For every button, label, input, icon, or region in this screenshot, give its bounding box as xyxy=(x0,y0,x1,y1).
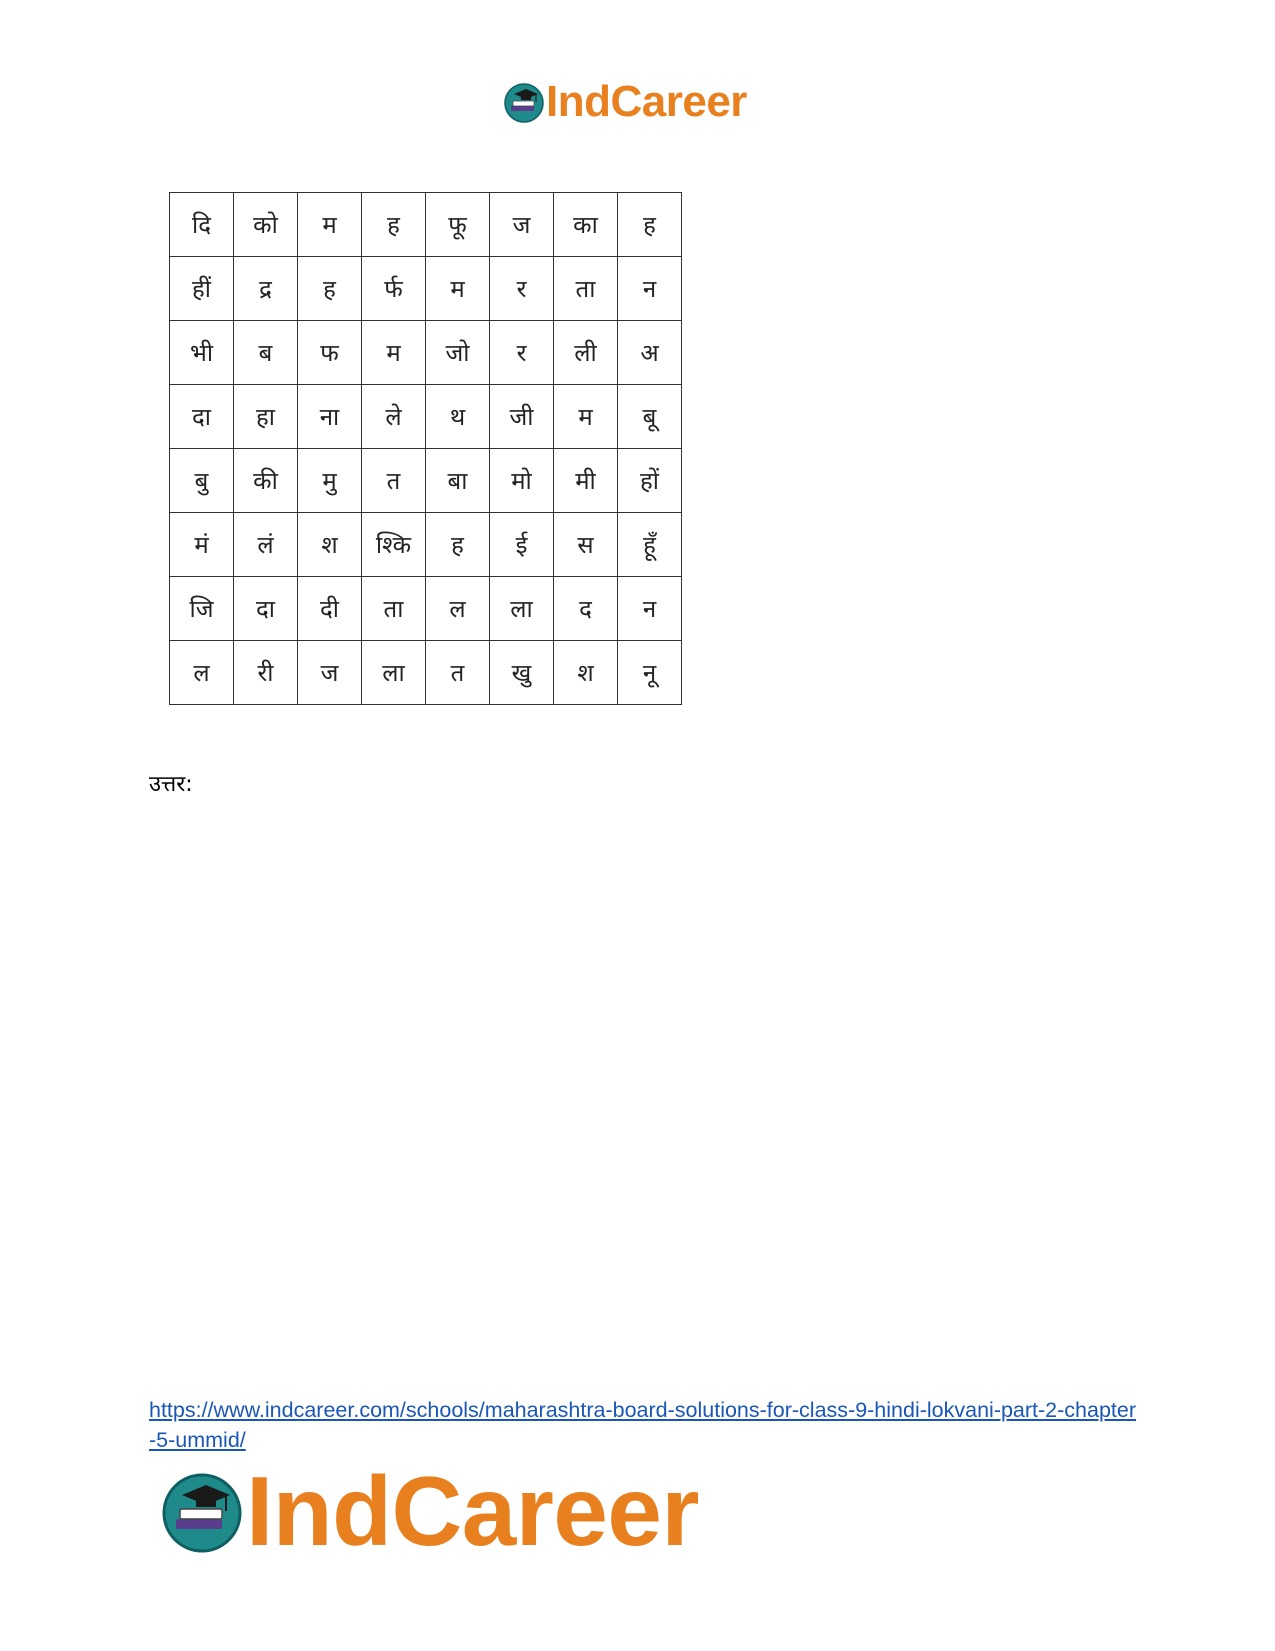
puzzle-cell: द्र xyxy=(234,257,298,321)
puzzle-cell: जि xyxy=(170,577,234,641)
puzzle-row xyxy=(170,641,682,705)
puzzle-cell: दा xyxy=(170,385,234,449)
puzzle-row xyxy=(170,385,682,449)
puzzle-cell: हूँ xyxy=(618,513,682,577)
puzzle-cell: श्कि xyxy=(362,513,426,577)
puzzle-cell: नू xyxy=(618,641,682,705)
puzzle-cell: ला xyxy=(362,641,426,705)
puzzle-cell: मु xyxy=(298,449,362,513)
puzzle-row xyxy=(170,193,682,257)
puzzle-cell: म xyxy=(554,385,618,449)
puzzle-cell: म xyxy=(298,193,362,257)
puzzle-cell: मी xyxy=(554,449,618,513)
graduation-globe-icon xyxy=(160,1469,244,1553)
puzzle-cell: जी xyxy=(490,385,554,449)
puzzle-cell: लं xyxy=(234,513,298,577)
puzzle-cell: ली xyxy=(554,321,618,385)
puzzle-cell: भी xyxy=(170,321,234,385)
puzzle-cell: की xyxy=(234,449,298,513)
puzzle-cell: ब xyxy=(234,321,298,385)
puzzle-cell: ना xyxy=(298,385,362,449)
puzzle-cell: ले xyxy=(362,385,426,449)
puzzle-cell: ता xyxy=(554,257,618,321)
puzzle-cell: श xyxy=(554,641,618,705)
source-link[interactable]: https://www.indcareer.com/schools/maharashtra-board-solutions-for-class-9-hindi-lokvani-part-2-chapter-5-ummid/ xyxy=(149,1398,1137,1452)
puzzle-row xyxy=(170,513,682,577)
puzzle-cell: स xyxy=(554,513,618,577)
puzzle-table xyxy=(169,192,682,705)
puzzle-cell: ल xyxy=(170,641,234,705)
footer-logo xyxy=(160,1456,700,1566)
puzzle-cell: ज xyxy=(298,641,362,705)
puzzle-cell: का xyxy=(554,193,618,257)
puzzle-cell: हों xyxy=(618,449,682,513)
puzzle-cell: हीं xyxy=(170,257,234,321)
puzzle-cell: श xyxy=(298,513,362,577)
puzzle-row xyxy=(170,449,682,513)
puzzle-cell: दि xyxy=(170,193,234,257)
puzzle-cell: ह xyxy=(298,257,362,321)
puzzle-cell: फ xyxy=(298,321,362,385)
puzzle-cell: फू xyxy=(426,193,490,257)
puzzle-cell: द xyxy=(554,577,618,641)
puzzle-cell: हा xyxy=(234,385,298,449)
puzzle-cell: र्फ xyxy=(362,257,426,321)
puzzle-cell: ह xyxy=(618,193,682,257)
puzzle-row xyxy=(170,577,682,641)
puzzle-cell: दा xyxy=(234,577,298,641)
puzzle-cell: त xyxy=(426,641,490,705)
puzzle-cell: मो xyxy=(490,449,554,513)
puzzle-cell: म xyxy=(362,321,426,385)
puzzle-cell: री xyxy=(234,641,298,705)
logo-wordmark: IndCareer xyxy=(546,77,747,126)
puzzle-cell: न xyxy=(618,257,682,321)
puzzle-cell: ह xyxy=(362,193,426,257)
puzzle-cell: ज xyxy=(490,193,554,257)
puzzle-cell: ता xyxy=(362,577,426,641)
puzzle-cell: दी xyxy=(298,577,362,641)
puzzle-cell: र xyxy=(490,257,554,321)
puzzle-cell: अ xyxy=(618,321,682,385)
puzzle-cell: मं xyxy=(170,513,234,577)
puzzle-row xyxy=(170,257,682,321)
logo-wordmark: IndCareer xyxy=(246,1456,700,1566)
puzzle-cell: बा xyxy=(426,449,490,513)
puzzle-cell: म xyxy=(426,257,490,321)
header-logo xyxy=(503,77,747,126)
puzzle-cell: र xyxy=(490,321,554,385)
puzzle-cell: खु xyxy=(490,641,554,705)
puzzle-row xyxy=(170,321,682,385)
puzzle-cell: ह xyxy=(426,513,490,577)
puzzle-cell: न xyxy=(618,577,682,641)
word-puzzle-grid xyxy=(169,192,682,705)
puzzle-cell: ला xyxy=(490,577,554,641)
puzzle-cell: त xyxy=(362,449,426,513)
graduation-globe-icon xyxy=(503,81,545,123)
puzzle-cell: को xyxy=(234,193,298,257)
puzzle-cell: थ xyxy=(426,385,490,449)
puzzle-cell: बु xyxy=(170,449,234,513)
answer-label: उत्तर: xyxy=(149,772,193,797)
puzzle-cell: बू xyxy=(618,385,682,449)
puzzle-cell: जो xyxy=(426,321,490,385)
puzzle-cell: ल xyxy=(426,577,490,641)
puzzle-cell: ई xyxy=(490,513,554,577)
